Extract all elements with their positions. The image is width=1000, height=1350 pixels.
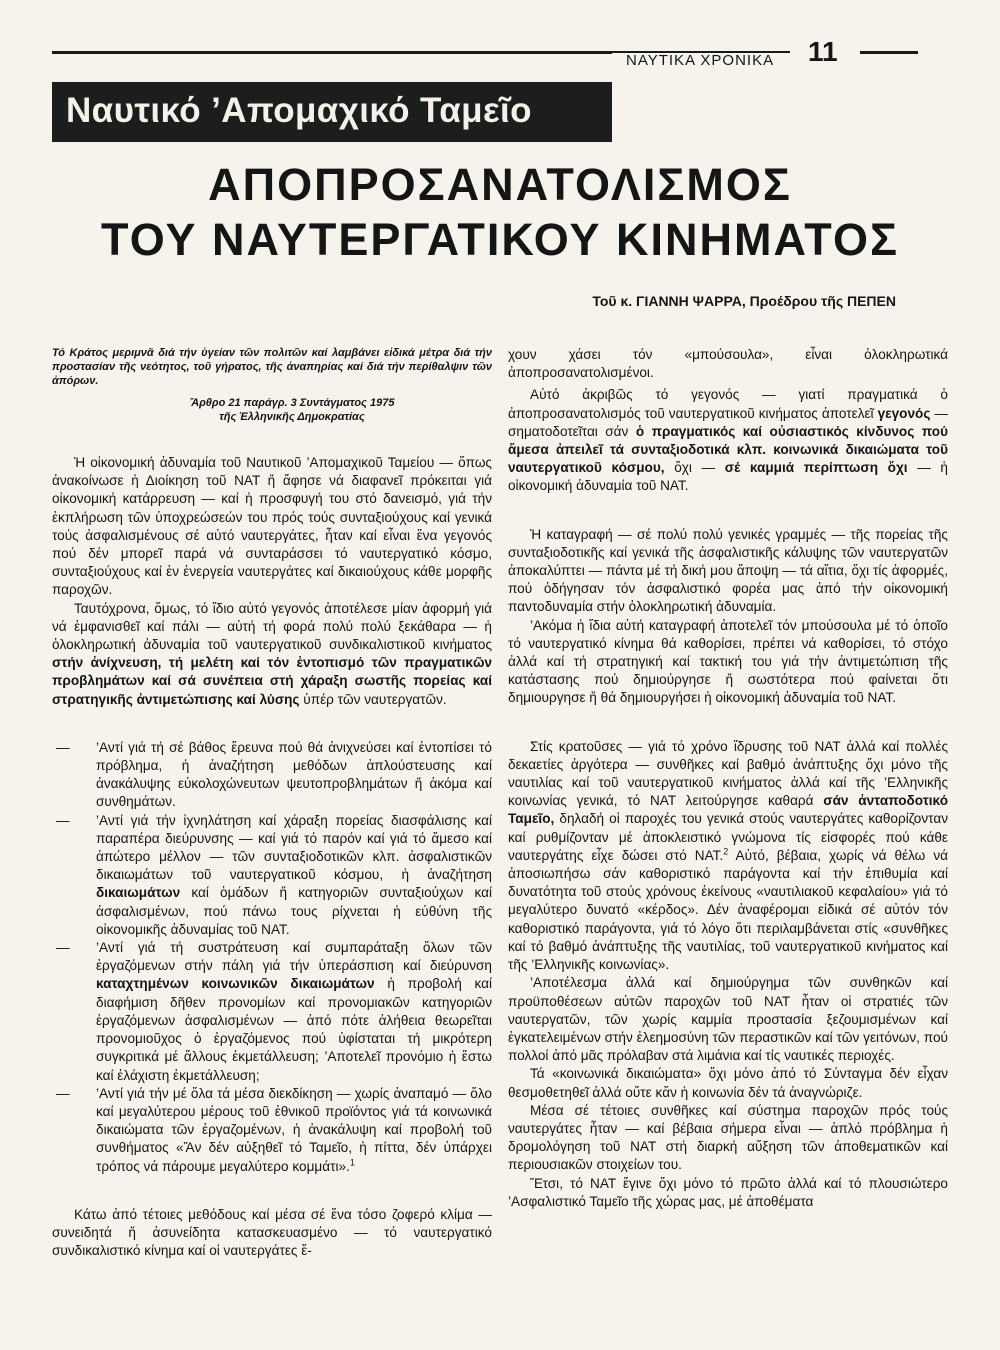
paragraph: Μέσα σέ τέτοιες συνθῆκες καί σύστημα παροχῶν πρός τούς ναυτεργάτες ἦταν — καί βέβαια σήμερα εἶναι — ἁπλό πρόβλημα ἡ δρομολόγηση τοῦ ΝΑΤ στή διαρκή αὔξηση τῶν ἀποθεματικῶν καί περιουσιακῶν στοιχείων του. bbox=[508, 1102, 948, 1173]
dash-marker: — bbox=[56, 739, 70, 755]
epigraph-source-line-2: τῆς Ἑλληνικῆς Δημοκρατίας bbox=[219, 411, 365, 423]
paragraph bbox=[52, 600, 492, 709]
dash-list-item bbox=[52, 812, 492, 939]
bold-emphasis: γεγονός bbox=[877, 405, 931, 421]
paragraph-text: Στίς κρατοῦσες — γιά τό χρόνο ἵδρυσης τοῦ ΝΑΤ ἀλλά καί πολλές δεκαετίες ἀργότερα — συνθῆκες καί βαθμό ἀνάπτυξης ὄχι μόνο τῆς ναυτιλίας καί τοῦ ναυτεργατικοῦ κινήματος ἀλλά καί τῆς ’Ελληνικῆς κοινωνίας γενικά, τό ΝΑΤ λειτούργησε καθαρά bbox=[508, 738, 948, 809]
paragraph: χουν χάσει τόν «μπούσουλα», εἶναι ὁλοκληρωτικά ἀποπροσανατολισμένοι. bbox=[508, 347, 948, 381]
paragraph-text: Αὐτό, βέβαια, χωρίς νά θέλω νά ἀποσιωπήσω σάν καθοριστικό παράγοντα καί τήν ἐπιθυμία καί δυνατότητα τοῦ στούς χρόνους ἐκείνους «ναυτιλιακοῦ κεφαλαίου» γιά τό μεγαλύτερο δυνατό «κέρδος». Δέν ἀναφέρομαι εἰδικά σέ αὐτόν τόν καθοριστικό παράγοντα, γιά τό λόγο ὅτι περιλαμβάνεται στίς «συνθῆκες καί τό βαθμό ἀνάπτυξης τῆς ναυτιλίας, τοῦ ναυτεργατικοῦ κινήματος καί τῆς ’Ελληνικῆς κοινωνίας». bbox=[508, 847, 948, 973]
article-title-line-2: ΤΟΥ ΝΑΥΤΕΡΓΑΤΙΚΟΥ ΚΙΝΗΜΑΤΟΣ bbox=[101, 214, 899, 265]
paragraph-text: καί ὁμάδων ἤ κατηγοριῶν συνταξιούχων καί ἀσφαλισμένων, πού πάνω τους ρίχνεται ἡ εὐθύνη τῆς οἰκονομικῆς ἀδυναμίας τοῦ ΝΑΤ. bbox=[96, 885, 492, 937]
footnote-marker: 1 bbox=[349, 1156, 355, 1167]
list-item-text bbox=[96, 939, 492, 1085]
dash-list-item bbox=[52, 739, 492, 812]
paragraph-text: Ταυτόχρονα, ὅμως, τό ἴδιο αὐτό γεγονός ἀποτέλεσε μίαν ἀφορμή γιά νά ἐμφανισθεῖ καί πάλι — αὐτή τή φορά πολύ πολύ ξεκάθαρα — ἡ ὁλοκληρωτική ἀδυναμία τοῦ ναυτεργατικοῦ συνδικαλιστικοῦ κινήματος bbox=[52, 600, 492, 653]
paragraph: Ἡ οἰκονομική ἀδυναμία τοῦ Ναυτικοῦ ’Απομαχικοῦ Ταμείου — ὅπως ἀνακοίνωσε ἡ Διοίκηση τοῦ ΝΑΤ ἤ ἄφησε νά διαφανεῖ πρόκειται γιά οἰκονομική κατάρρευση — καί ἡ προσφυγή του στό δανεισμό, γιά τήν ἐκπλήρωση τῶν ὑποχρεώσεών του πρός τούς συνταξιούχους καί γενικά τούς ἀσφαλισμένους σέ αὐτό ναυτεργάτες, ἦταν καί εἶναι ἕνα γεγονός πού δέν μπορεῖ παρά νά συνταράσσει τό ναυτεργατικό κόσμο, συνταξιούχους καί ἐν ἐνεργεία ναυτεργάτες καί δικαιούχους κάθε μορφῆς παροχῶν. bbox=[52, 455, 492, 598]
bold-emphasis: σέ καμμιά περίπτωση ὄχι bbox=[724, 460, 908, 476]
footnote-marker: 2 bbox=[723, 846, 729, 857]
byline: Τοῦ κ. ΓΙΑΝΝΗ ΨΑΡΡΑ, Προέδρου τῆς ΠΕΠΕΝ bbox=[592, 293, 896, 309]
paragraph: ’Αποτέλεσμα ἀλλά καί δημιούργημα τῶν συνθηκῶν καί προϋποθέσεων αὐτῶν παροχῶν τοῦ ΝΑΤ ἦταν οἱ στρατιές τῶν ναυτεργατῶν, τῶν χωρίς καμμία προστασία ξεζουμισμένων καί ἐγκατελειμένων στήν ἐλεημοσύνη τῶν περαστικῶν καί τῶν γειτόνων, πού πολλοί ἀπό μᾶς πρόλαβαν στά λιμάνια καί τίς ναυτικές περιοχές. bbox=[508, 975, 948, 1064]
header-rule-left bbox=[52, 51, 612, 54]
bold-emphasis: σάν ἀνταποδοτικό Ταμεῖο, bbox=[508, 793, 948, 827]
bold-emphasis: στήν ἀνίχνευση, τή μελέτη καί τόν ἐντοπισμό τῶν πραγματικῶν προβλημάτων καί σά συνέπεια στή χάραξη σωστῆς πορείας καί στρατηγικῆς ἀντιμετώπισης καί λύσης bbox=[52, 655, 492, 707]
list-item-text: ’Αντί γιά τή σέ βάθος ἔρευνα πού θά ἀνιχνεύσει καί ἐντοπίσει τό πρόβλημα, ἡ ἀναζήτηση μεθόδων ἀπλούστευσης καί ἀνακάλυψης εὐκολοχώνευτων ψευτοπροβλημάτων ἤ ἀκόμα καί συνθημάτων. bbox=[96, 739, 492, 810]
epigraph-text: Τό Κράτος μεριμνᾶ διά τήν ὑγείαν τῶν πολιτῶν καί λαμβάνει εἰδικά μέτρα διά τήν προστασίαν τῆς νεότητος, τοῦ γήρατος, τῆς ἀναπηρίας καί διά τήν περίθαλψιν τῶν ἀπόρων. bbox=[52, 347, 492, 387]
paragraph: Ἡ καταγραφή — σέ πολύ πολύ γενικές γραμμές — τῆς πορείας τῆς συνταξιοδοτικῆς καί γενικά τῆς ἀσφαλιστικῆς κάλυψης τῶν ναυτεργατῶν ἀποκαλύπτει — πάντα μέ τή δική μου ἄποψη — τά αἴτια, ὄχι τίς ἀφορμές, πού ὁδήγησαν τόν ἀσφαλιστικό φορέα μας ἀπό τήν οἰκονομική παντοδυναμία στήν ὁλοκληρωτική ἀδυναμία. bbox=[508, 526, 948, 615]
epigraph-source-line-1: Ἄρθρο 21 παράγρ. 3 Συντάγματος 1975 bbox=[189, 397, 395, 409]
paragraph bbox=[508, 738, 948, 975]
epigraph-source bbox=[52, 396, 492, 424]
dash-marker: — bbox=[56, 1085, 70, 1101]
header-rule-right bbox=[860, 51, 918, 54]
dash-marker: — bbox=[56, 812, 70, 828]
paragraph: Τά «κοινωνικά δικαιώματα» ὄχι μόνο ἀπό τό Σύνταγμα δέν εἶχαν θεσμοθετηθεῖ ἀλλά οὔτε κἄν ἡ κοινωνία δέν τά ἀναγνώριζε. bbox=[508, 1066, 948, 1100]
paragraph-text: δηλαδή οἱ παροχές του γενικά στούς ναυτεργάτες καθορίζονταν καί ρυθμίζονταν μέ ἀποκλειστικό γνώμονα τίς εἰσφορές πού κάθε ναυτεργάτης εἶχε δώσει στό ΝΑΤ. bbox=[508, 811, 948, 863]
paragraph-text: ὑπέρ τῶν ναυτεργατῶν. bbox=[299, 691, 447, 707]
section-banner: Ναυτικό ’Απομαχικό Ταμεῖο bbox=[52, 82, 612, 142]
paragraph-text: — σηματοδοτεῖται σάν bbox=[508, 405, 948, 439]
bold-emphasis: καταχτημένων κοινωνικῶν δικαιωμάτων bbox=[96, 976, 375, 992]
bold-emphasis: δικαιωμάτων bbox=[96, 885, 181, 901]
paragraph-text: ’Αντί γιά τήν μέ ὅλα τά μέσα διεκδίκηση — χωρίς ἀναπαμό — ὅλο καί μεγαλύτερου μέρους τοῦ ἐθνικοῦ προϊόντος γιά τά κοινωνικά δικαιώματα τῶν ἐργαζομένων, ἡ ἀνακάλυψη καί προβολή τοῦ συνθήματος «Ἄν δέν αὐξηθεῖ τό Ταμεῖο, ἡ πίττα, δέν ὑπάρχει τρόπος νά πάρουμε μεγαλύτερο κομμάτι». bbox=[96, 1085, 492, 1174]
paragraph-text: ὄχι — bbox=[664, 460, 725, 476]
page-number: 11 bbox=[808, 36, 838, 67]
paragraph bbox=[508, 386, 948, 495]
dash-list-item bbox=[52, 939, 492, 1085]
paragraph-text: ’Αντί γιά τή συστράτευση καί συμπαράταξη ὅλων τῶν ἐργαζόμενων στήν πάλη γιά τήν ὑπεράσπιση καί διεύρυνση bbox=[96, 940, 492, 974]
dash-list-item bbox=[52, 1085, 492, 1176]
paragraph: Ἔτσι, τό ΝΑΤ ἔγινε ὄχι μόνο τό πρῶτο ἀλλά καί τό πλουσιώτερο ’Ασφαλιστικό Ταμεῖο τῆς χώρας μας, μέ ἀποθέματα bbox=[508, 1175, 948, 1209]
paragraph-text: — ἡ οἰκονομική ἀδυναμία τοῦ ΝΑΤ. bbox=[508, 460, 948, 494]
bold-emphasis: ὁ πραγματικός καί οὐσιαστικός κίνδυνος πού ἄμεσα ἀπειλεῖ τά συνταξιοδοτικά κλπ. κοινωνικά δικαιώματα τοῦ ναυτεργατικοῦ κόσμου, bbox=[508, 423, 949, 476]
list-item-text bbox=[96, 1085, 492, 1176]
left-column bbox=[52, 346, 492, 1260]
journal-name: ΝΑΥΤΙΚΑ ΧΡΟΝΙΚΑ bbox=[626, 52, 775, 69]
paragraph-text: ’Αντί γιά τήν ἰχνηλάτηση καί χάραξη πορείας διασφάλισης καί παραπέρα διεύρυνσης — καί γιά τό παρόν καί γιά τό ἄμεσο καί ἀπώτερο μέλλον — τῶν συνταξιοδοτικῶν κλπ. ἀσφαλιστικῶν δικαιωμάτων τοῦ ναυτεργατικοῦ κόσμου, ἡ ἀναζήτηση bbox=[96, 812, 492, 883]
paragraph-text: Αὐτό ἀκριβῶς τό γεγονός — γιατί πραγματικά ὁ ἀποπροσανατολισμός τοῦ ναυτεργατικοῦ κινήματος ἀποτελεῖ bbox=[508, 387, 948, 421]
article-title-line-1: ΑΠΟΠΡΟΣΑΝΑΤΟΛΙΣΜΟΣ bbox=[208, 159, 792, 210]
list-item-text bbox=[96, 812, 492, 939]
paragraph: ’Ακόμα ἡ ἴδια αὐτή καταγραφή ἀποτελεῖ τόν μπούσουλα μέ τό ὁποῖο τό ναυτεργατικό κίνημα θά καθορίσει, πρέπει νά καθορίσει, τό στόχο ἀλλά καί τή στρατηγική καί τακτική του γιά τήν ἀντιμετώπιση τῆς κατάστασης πού δημιούργησε ἤ σωστότερα πού φαίνεται ὅτι δημιουργησε ἤ θά δημιουργήσει ἡ οἰκονομική ἀδυναμία τοῦ ΝΑΤ. bbox=[508, 617, 948, 706]
right-column bbox=[508, 346, 948, 1211]
dash-marker: — bbox=[56, 940, 70, 956]
paragraph: Κάτω ἀπό τέτοιες μεθόδους καί μέσα σέ ἕνα τόσο ζοφερό κλίμα — συνειδητά ἤ ἀσυνείδητα κατασκευασμένο — τό ναυτεργατικό συνδικαλιστικό κίνημα καί οἱ ναυτεργάτες ἔ- bbox=[52, 1206, 492, 1259]
paragraph-text: ἡ προβολή καί διαφήμιση δῆθεν προνομίων καί προνομιακῶν κατηγοριῶν ἐργαζόμενων ἀσφαλισμένων — ἀπό πότε ἀλήθεια θεωρεῖται προνομιοῦχος ὁ ἐργαζόμενος πού ὑφίσταται τή μικρότερη συγκριτικά μέ ἄλλους ἐκμετάλλευση; ’Αποτελεῖ προνόμιο ἡ ἔστω καί ἐλάχιστη ἐκμετάλλευση; bbox=[96, 976, 492, 1083]
